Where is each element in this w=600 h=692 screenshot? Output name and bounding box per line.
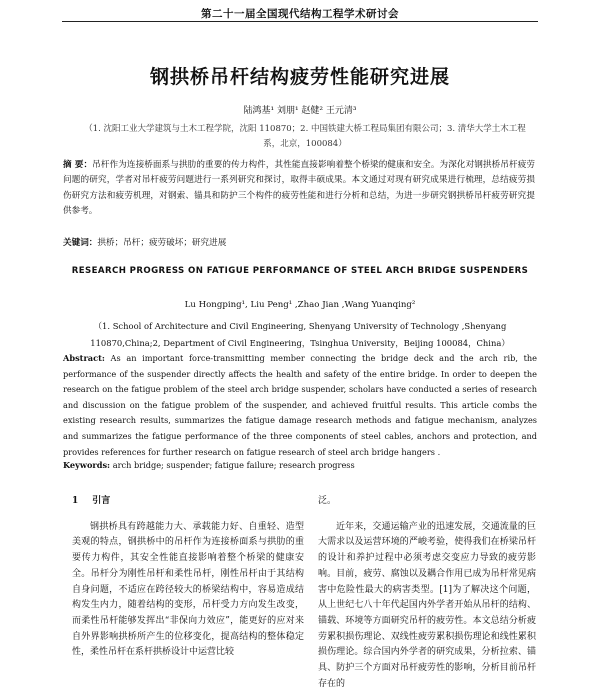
keywords-cn (63, 236, 535, 248)
body-left-column (72, 494, 304, 661)
keywords-en-label: Keywords: (63, 460, 111, 470)
body-paragraph: 钢拱桥具有跨越能力大、承载能力好、自重轻、造型美观的特点，钢拱桥中的吊杆作为连接桥面系与拱肋的重要传力构件，其安全性能直接影响着整个桥梁的健康安全。吊杆分为刚性吊杆和柔性吊杆，刚性吊杆由于其结构自身问题，不适应在跨径较大的桥梁结构中，容易造成结构发生内力，随着结构的变形，吊杆受力方向发生改变，而柔性吊杆能够发挥出“非保向力效应”，能更好的应对来自外界影响拱桥所产生的位移变化，提高结构的整体稳定性，柔性吊杆在系杆拱桥设计中运营比较 (72, 521, 304, 658)
running-header: 第二十一届全国现代结构工程学术研讨会 (201, 8, 399, 20)
abstract-en (63, 351, 537, 460)
body-right-column (318, 494, 536, 692)
abstract-cn (63, 158, 535, 220)
keywords-cn-text: 拱桥；吊杆；疲劳破坏；研究进展 (97, 238, 227, 248)
body-paragraph: 近年来，交通运输产业的迅速发展，交通流量的巨大需求以及运营环境的严峻考验，使得我们在桥梁吊杆的设计和养护过程中必须考虑交变应力导致的疲劳影响。目前，疲劳、腐蚀以及耦合作用已成为吊杆常见病害中危险性最大的病害类型。[1]为了解决这个问题，从上世纪七八十年代起国内外学者开始从吊杆的结构、锚载、环境等方面研究吊杆的疲劳性。本文总结分析疲劳累积损伤理论、双线性疲劳累积损伤理论和线性累积损伤理论。综合国内外学者的研究成果，分析拉索、锚具、防护三个方面对吊杆疲劳性的影响，分析目前吊杆存在的 (318, 521, 536, 689)
section-number: 1 (72, 496, 79, 506)
affiliation-cn: （1. 沈阳工业大学建筑与土木工程学院，沈阳 110870；2. 中国铁建大桥工程局集团有限公司；3. 清华大学土木工程系，北京，100084） (84, 124, 526, 149)
keywords-en (63, 460, 537, 470)
abstract-cn-label: 摘 要： (63, 160, 93, 170)
keywords-cn-label: 关键词： (63, 238, 98, 248)
authors-cn: 陆鸿基¹ 刘朋¹ 赵健² 王元清³ (243, 106, 357, 116)
abstract-en-label: Abstract: (63, 353, 105, 363)
section-heading (72, 494, 304, 510)
paper-title-cn: 钢拱桥吊杆结构疲劳性能研究进展 (149, 66, 450, 88)
authors-en: Lu Hongping¹, Liu Peng¹ ,Zhao Jian ,Wang Yuanqing² (184, 300, 416, 310)
header-rule (62, 21, 538, 22)
keywords-en-text: arch bridge; suspender; fatigue failure; research progress (110, 460, 355, 470)
abstract-en-text: As an important force-transmitting member connecting the bridge deck and the arch rib, the performance of the suspender directly affects the health and safety of the entire bridge. In order to deepen the research on the fatigue problem of the steel arch bridge suspender, scholars have conducted a series of research and discussion on the fatigue problem of the suspender, and achieved fruitful results. This article combs the existing research results, summarizes the fatigue damage research methods and fatigue mechanism, analyzes and summarizes the fatigue performance of the three components of steel cables, anchors and protection, and provides references for further research on fatigue research of steel arch bridge hangers . (63, 353, 537, 457)
abstract-cn-text: 吊杆作为连接桥面系与拱肋的重要的传力构件，其性能直接影响着整个桥梁的健康和安全。为深化对钢拱桥吊杆疲劳问题的研究，学者对吊杆疲劳问题进行一系列研究和探讨，取得丰硕成果。本文通过对现有研究成果进行梳理，总结疲劳损伤研究方法和疲劳机理，对钢索、锚具和防护三个构件的疲劳性能和进行分析和总结，为进一步研究钢拱桥吊杆疲劳研究提供参考。 (63, 160, 535, 217)
section-title: 引言 (92, 496, 111, 506)
continued-text: 泛。 (318, 496, 337, 506)
affiliation-en: （1. School of Architecture and Civil Engineering, Shenyang University of Technology ,Shenyang 110870,China;2, Department of Civil Engineering，Tsinghua University，Beijing 100084，China） (90, 321, 510, 348)
paper-title-en: RESEARCH PROGRESS ON FATIGUE PERFORMANCE OF STEEL ARCH BRIDGE SUSPENDERS (71, 266, 529, 276)
